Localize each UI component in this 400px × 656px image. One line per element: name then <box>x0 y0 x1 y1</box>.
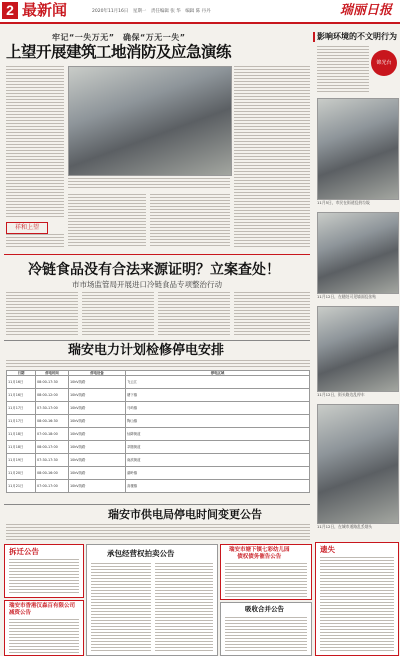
story2-body-col2 <box>82 292 154 336</box>
table-cell: 10kV线路 <box>69 415 126 428</box>
sidebar-photo-2 <box>317 212 399 294</box>
story2-body-col3 <box>158 292 230 336</box>
table-cell: 10kV线路 <box>69 480 126 493</box>
table-cell: 11月19日 <box>7 454 36 467</box>
table-cell: 08:00-17:30 <box>36 376 69 389</box>
promo-logo: 锦光台 <box>371 50 397 76</box>
story4-body <box>6 524 310 540</box>
table-row <box>7 428 310 441</box>
table-cell: 飞云江 <box>126 376 310 389</box>
sidebar-photo-1 <box>317 98 399 200</box>
lead-body-col1b <box>6 234 64 248</box>
lead-byline-box: 祥和上望 <box>6 222 48 234</box>
table-cell: 11月16日 <box>7 389 36 402</box>
table-cell: 11月17日 <box>7 402 36 415</box>
ad-title: 吸收合并公告 <box>245 605 284 613</box>
lead-headline: 上望开展建筑工地消防及应急演练 <box>6 43 232 61</box>
story2-subhead: 市市场监管局开展进口冷链食品专项整治行动 <box>72 280 222 289</box>
table-cell: 07:00-17:00 <box>36 480 69 493</box>
table-cell: 陶山镇 <box>126 415 310 428</box>
ad-title: 瑞安市香港汉森百有限公司 减资公告 <box>9 603 76 616</box>
table-cell: 11月20日 <box>7 467 36 480</box>
masthead-meta: 2020年11月16日 星期一 责任编辑 张 华 编辑 陈 丹丹 <box>92 9 211 14</box>
ad-demolition-notice <box>4 544 84 598</box>
story3-intro <box>6 360 310 368</box>
masthead <box>0 0 400 24</box>
table-cell: 湖岭镇 <box>126 467 310 480</box>
story4-divider <box>4 504 310 505</box>
ad-body <box>91 563 151 651</box>
ad-capital-reduction <box>4 600 84 656</box>
ad-body <box>155 563 213 651</box>
table-cell: 10kV线路 <box>69 467 126 480</box>
table-cell: 11月18日 <box>7 428 36 441</box>
lead-body-col1 <box>6 66 64 218</box>
table-row <box>7 480 310 493</box>
table-cell: 10kV线路 <box>69 441 126 454</box>
table-row <box>7 441 310 454</box>
ad-lost-notice <box>315 542 399 656</box>
section-title: 最新闻 <box>22 1 68 19</box>
ad-title: 拆迁公告 <box>9 547 39 556</box>
ad-body <box>225 617 307 653</box>
table-cell: 08:00-12:00 <box>36 389 69 402</box>
table-cell: 11月17日 <box>7 415 36 428</box>
ad-body <box>225 563 307 597</box>
table-cell: 11月16日 <box>7 376 36 389</box>
table-cell: 塘下镇 <box>126 389 310 402</box>
story2-body-col1 <box>6 292 78 336</box>
table-cell: 07:30-17:30 <box>36 454 69 467</box>
section-divider <box>4 254 310 255</box>
story2-headline: 冷链食品没有合法来源证明？立案查处！ <box>28 262 280 278</box>
ad-kindergarten-notice <box>220 544 312 600</box>
table-row <box>7 376 310 389</box>
sidebar-caption-2: 11月12日，在随处可见墙面乱张贴 <box>317 294 377 299</box>
table-header-cell: 日期 <box>7 371 36 376</box>
table-cell: 08:00-16:30 <box>36 415 69 428</box>
lead-photo <box>68 66 232 176</box>
ad-title: 承包经营权拍卖公告 <box>107 549 175 558</box>
table-cell: 08:00-16:00 <box>36 467 69 480</box>
ad-body <box>9 619 79 653</box>
table-cell: 07:00-18:00 <box>36 428 69 441</box>
table-cell: 10kV线路 <box>69 376 126 389</box>
sidebar-photo-3 <box>317 306 399 392</box>
story2-body-col4 <box>234 292 310 336</box>
ad-merger-notice <box>220 602 312 656</box>
table-header-cell: 停电时间 <box>36 371 69 376</box>
story3-headline: 瑞安电力计划检修停电安排 <box>68 343 225 358</box>
table-cell: 南滨街道 <box>126 454 310 467</box>
lead-body-col2 <box>68 194 146 248</box>
table-cell: 10kV线路 <box>69 428 126 441</box>
sidebar-caption-3: 11月12日，街头路边乱停车 <box>317 392 365 397</box>
table-cell: 11月18日 <box>7 441 36 454</box>
ad-title: 瑞安市塘下镇七彩幼儿园 债权债务催告公告 <box>229 547 290 560</box>
lead-photo-caption <box>68 178 230 190</box>
table-cell: 马屿镇 <box>126 402 310 415</box>
table-row <box>7 415 310 428</box>
story4-headline: 瑞安市供电局停电时间变更公告 <box>108 508 262 521</box>
table-cell: 仙降街道 <box>126 428 310 441</box>
ad-auction-notice <box>86 544 218 656</box>
lead-body-col3 <box>150 194 230 248</box>
ad-title: 遗失 <box>320 545 335 554</box>
lead-body-col4 <box>234 66 310 248</box>
sidebar-caption-4: 11月12日，在城市道路乱丢烟头 <box>317 524 373 529</box>
table-header-cell: 停电区域 <box>126 371 310 376</box>
table-cell: 10kV线路 <box>69 402 126 415</box>
table-cell: 07:30-17:00 <box>36 402 69 415</box>
ad-body <box>320 557 394 651</box>
table-cell: 11月21日 <box>7 480 36 493</box>
table-row <box>7 454 310 467</box>
table-cell: 10kV线路 <box>69 389 126 402</box>
sidebar-caption-1: 11月5日，市民在街道乱扔垃圾 <box>317 200 370 205</box>
newspaper-brand: 瑞丽日报 <box>339 3 392 18</box>
page-number: 2 <box>2 2 18 19</box>
table-cell: 高楼镇 <box>126 480 310 493</box>
table-row <box>7 467 310 480</box>
sidebar <box>313 22 400 656</box>
sidebar-intro <box>317 46 369 94</box>
table-row <box>7 389 310 402</box>
table-header-cell: 停电设备 <box>69 371 126 376</box>
sidebar-title: 影响环境的不文明行为 <box>317 32 397 41</box>
ad-body <box>9 559 79 595</box>
outage-table <box>6 370 310 493</box>
table-cell: 08:00-17:00 <box>36 441 69 454</box>
sidebar-photo-4 <box>317 404 399 524</box>
table-cell: 10kV线路 <box>69 454 126 467</box>
table-cell: 莘塍街道 <box>126 441 310 454</box>
sidebar-accent <box>313 32 315 42</box>
table-row <box>7 402 310 415</box>
story3-divider <box>4 340 310 341</box>
lead-slogan: 牢记“一失万无” 确保“万无一失” <box>52 33 186 42</box>
